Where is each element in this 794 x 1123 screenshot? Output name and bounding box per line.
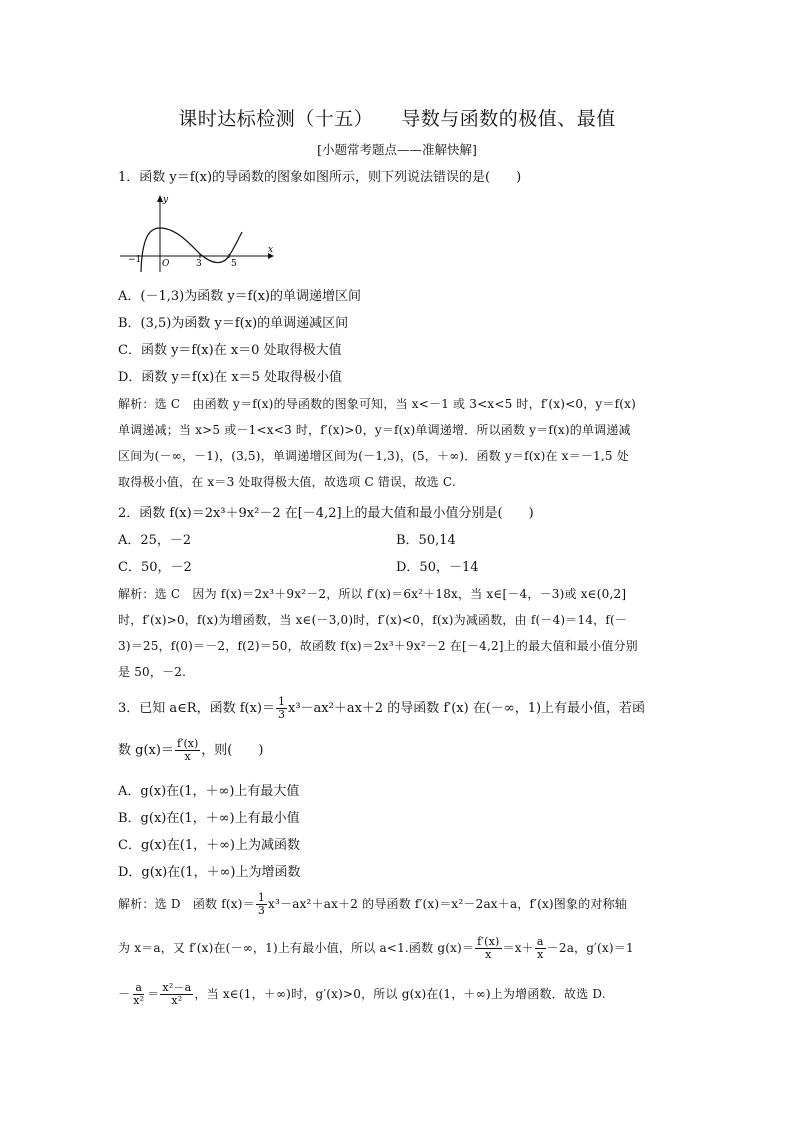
graph-tick-5: 5 [231,259,237,269]
q2-option-a: A．25，－2 [118,533,192,548]
q1-analysis-line-3: 区间为(－∞，－1)，(3,5)，单调递增区间为(－1,3)，(5，＋∞)．函数 y＝f(x)在 x＝－1,5 处 [118,449,629,463]
q3-analysis-line-1: 解析：选 D 函数 f(x)＝ $\frac{1}{3}$ x³－ax²＋ax＋2 的导函数 f′(x)＝x²－2ax＋a，f′(x)图象的对称轴 [118,891,628,918]
graph-x-label: x [268,245,274,255]
q1-analysis-line-2: 单调递减；当 x>5 或－1<x<3 时，f′(x)>0，y＝f(x)单调递增．所以函数 y＝f(x)的单调递减 [118,423,631,437]
fraction-a-over-x-squared: $\frac{a}{\text{x²}}$ [133,981,145,1008]
q1-analysis-line-1: 解析：选 C 由函数 y＝f(x)的导函数的图象可知，当 x<－1 或 3<x<5 时，f′(x)<0，y＝f(x) [118,397,636,411]
q2-option-d: D．50，－14 [396,560,479,575]
q2-option-c: C．50，－2 [118,560,192,575]
fraction-fprime-over-x: $\frac{f'(x)}{x}$ [477,935,500,962]
graph-origin-label: O [162,259,170,269]
q1-option-a: A．(－1,3)为函数 y＝f(x)的单调递增区间 [118,289,361,304]
q2-analysis-line-4: 是 50，－2. [118,665,187,679]
fraction-one-third: $\frac{1}{3}$ [257,891,266,918]
q3-option-d: D．g(x)在(1，＋∞)上为增函数 [118,865,301,880]
q3-option-c: C．g(x)在(1，＋∞)上为减函数 [118,838,300,853]
q3-stem-line-1: 3．已知 a∈R，函数 f(x)＝ $\frac{1}{3}$ x³－ax²＋ax＋2 的导函数 f′(x) 在(－∞，1)上有最小值，若函 [118,695,646,722]
q1-derivative-graph [118,192,278,276]
q3-analysis-line-2: 为 x＝a，又 f′(x)在(－∞，1)上有最小值，所以 a<1.函数 g(x)＝ $\frac{f'(x)}{x}$ ＝x＋ $\frac{a}{x}$ －2a，g′(x)＝1 [118,935,634,962]
fraction-x-squared-minus-a-over-x-squared: $\frac{\text{x²－a}}{\text{x²}}$ [162,981,192,1008]
title-right: 导数与函数的极值、最值 [401,108,616,130]
q2-analysis-line-1: 解析：选 C 因为 f(x)＝2x³＋9x²－2，所以 f′(x)＝6x²＋18x，当 x∈[－4，－3)或 x∈(0,2] [118,587,627,601]
q1-stem: 1．函数 y＝f(x)的导函数的图象如图所示，则下列说法错误的是( ) [118,170,522,185]
graph-tick-minus1: −1 [128,255,142,265]
q1-option-c: C．函数 y＝f(x)在 x＝0 处取得极大值 [118,343,342,358]
page-subtitle: [小题常考题点——准解快解] [317,142,477,157]
fraction-fprime-over-x: $\frac{f'(x)}{x}$ [176,737,199,764]
graph-tick-3: 3 [196,259,202,269]
fraction-one-third: $\frac{1}{3}$ [277,695,285,722]
q3-stem-line-2: 数 g(x)＝ $\frac{f'(x)}{x}$ ，则( ) [118,737,264,764]
graph-y-label: y [163,195,169,205]
q2-option-b: B．50,14 [396,533,456,548]
q1-option-d: D．函数 y＝f(x)在 x＝5 处取得极小值 [118,370,343,385]
q1-analysis-line-4: 取得极小值，在 x＝3 处取得极大值，故选项 C 错误，故选 C. [118,475,456,489]
q2-analysis-line-2: 时，f′(x)>0，f(x)为增函数，当 x∈(－3,0)时，f′(x)<0，f(x)为减函数，由 f(－4)＝14，f(－ [118,613,628,627]
title-left: 课时达标检测（十五） [178,108,374,130]
q3-option-b: B．g(x)在(1，＋∞)上有最小值 [118,811,300,826]
page-title [0,104,794,131]
q2-analysis-line-3: 3)＝25，f(0)＝－2，f(2)＝50，故函数 f(x)＝2x³＋9x²－2 在[－4,2]上的最大值和最小值分别 [118,639,638,653]
q3-analysis-line-3: － $\frac{a}{\text{x²}}$ ＝ $\frac{\text{x²－a}}{\text{x²}}$ ，当 x∈(1，＋∞)时，g′(x)>0，所以 g(x)在(1，＋∞)上为增函数．故选 D. [118,981,606,1008]
q2-stem: 2．函数 f(x)＝2x³＋9x²－2 在[－4,2]上的最大值和最小值分别是( ) [118,506,534,521]
fraction-a-over-x: $\frac{a}{x}$ [536,935,544,962]
q1-option-b: B．(3,5)为函数 y＝f(x)的单调递减区间 [118,316,349,331]
q3-option-a: A．g(x)在(1，＋∞)上有最大值 [118,784,300,799]
